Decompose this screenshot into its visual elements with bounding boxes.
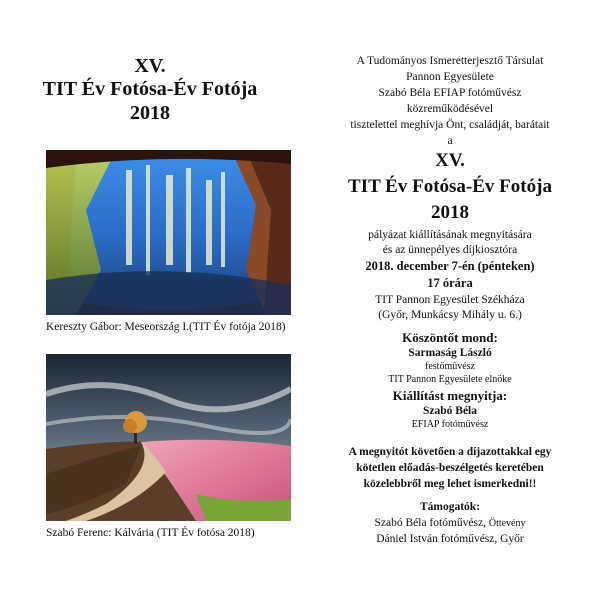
right-title-roman: XV. [435, 150, 465, 171]
greeting-role-1: festőművész [425, 361, 475, 372]
intro-line-6: a [447, 135, 453, 147]
opening-role: EFIAP fotóművész [411, 419, 489, 430]
event-line-2: és az ünnepélyes díjkiosztóra [382, 244, 518, 256]
opening-heading: Kiállítást megnyitja: [392, 388, 508, 403]
sponsor-2: Dániel István fotóművész, Győr [376, 533, 524, 545]
event-venue: TIT Pannon Egyesület Székháza [375, 294, 525, 306]
greeting-role-2: TIT Pannon Egyesülete elnöke [388, 374, 512, 385]
intro-line-4: közreműködésével [406, 103, 494, 115]
event-time: 17 órára [427, 276, 473, 290]
greeting-heading: Köszöntőt mond: [402, 330, 498, 345]
cave-illustration [46, 150, 291, 315]
right-panel [300, 0, 600, 600]
event-line-1: pályázat kiállításának megnyitására [368, 229, 532, 241]
note-line-1: A megnyitót követően a díjazottakkal egy [348, 446, 552, 458]
greeting-name: Sarmaság László [408, 347, 492, 359]
caption-photo1: Kereszty Gábor: Meseország I.(TIT Év fotója 2018) [46, 321, 286, 333]
intro-line-5: tisztelettel meghívja Önt, családját, barátait [350, 119, 550, 131]
event-date: 2018. december 7-én (pénteken) [365, 259, 535, 273]
right-title-year: 2018 [431, 202, 469, 223]
sponsor-1-place: Öttevény [488, 518, 526, 529]
note-line-2: kötetlen előadás-beszélgetés keretében [356, 462, 544, 474]
sponsors-heading: Támogatók: [419, 501, 481, 513]
left-title-block [40, 55, 260, 125]
intro-line-2: Pannon Egyesülete [406, 71, 494, 83]
note-line-3: közelebbről meg lehet ismerkedni!! [363, 478, 537, 490]
photo-field [46, 354, 291, 521]
intro-line-1: A Tudományos Ismeretterjesztő Társulat [356, 55, 544, 67]
left-title-main: TIT Év Fotósa-Év Fotója [42, 78, 258, 100]
opening-name: Szabó Béla [423, 405, 477, 417]
intro-line-3: Szabó Béla EFIAP fotóművész [378, 87, 522, 99]
sponsor-1-name: Szabó Béla fotóművész, [374, 517, 486, 529]
sponsor-1 [300, 516, 600, 530]
right-title-main: TIT Év Fotósa-Év Fotója [348, 176, 552, 197]
event-address: (Győr, Munkácsy Mihály u. 6.) [378, 309, 522, 321]
caption-photo2: Szabó Ferenc: Kálvária (TIT Év fotósa 2018) [46, 527, 255, 539]
left-title-year: 2018 [130, 102, 170, 124]
photo-cave [46, 150, 291, 315]
field-illustration [46, 354, 291, 521]
left-title-roman: XV. [134, 55, 166, 77]
